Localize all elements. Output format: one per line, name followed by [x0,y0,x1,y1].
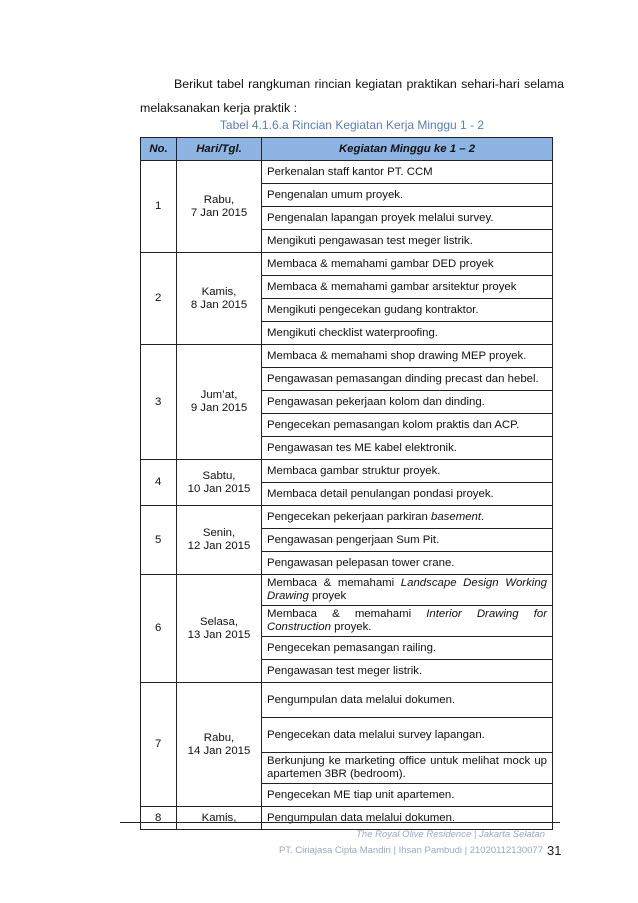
table-body [141,161,553,830]
activity-cell: Pengumpulan data melalui dokumen. [262,683,553,718]
row-day-name: Senin, [202,527,236,539]
intro-line-2: melaksanakan kerja praktik : [140,101,298,115]
table-row [141,161,553,184]
activity-cell: Pengawasan pengerjaan Sum Pit. [262,529,553,552]
row-day [177,807,262,830]
row-day [177,345,262,460]
intro-paragraph [140,72,564,120]
activity-cell: Mengikuti pengawasan test meger listrik. [262,230,553,253]
row-day-name: Selasa, [200,615,238,628]
activity-cell: Pengenalan umum proyek. [262,184,553,207]
activity-cell: Pengecekan pekerjaan parkiran basement. [262,506,553,529]
table-row [141,575,553,606]
row-day-name: Kamis, [201,285,237,298]
footer-author: PT. Ciriajasa Cipta Mandiri | Ihsan Pambudi | 21020112130077 [278,845,543,856]
row-day-date: 7 Jan 2015 [190,206,248,219]
row-day-date: 13 Jan 2015 [187,628,251,641]
activity-cell: Pengecekan pemasangan railing. [262,637,553,660]
activity-cell: Pengumpulan data melalui dokumen. [262,807,553,830]
activity-cell: Mengikuti pengecekan gudang kontraktor. [262,299,553,322]
table-row [141,253,553,276]
activity-cell: Pengawasan pelepasan tower crane. [262,552,553,575]
table-row [141,683,553,718]
row-day [177,460,262,506]
row-day-date: 14 Jan 2015 [187,744,251,757]
footer-project: The Royal Olive Residence | Jakarta Selatan [356,829,545,840]
page-number: 31 [547,843,562,858]
activity-cell: Membaca & memahami gambar DED proyek [262,253,553,276]
activity-cell: Pengecekan ME tiap unit apartemen. [262,784,553,807]
activity-cell: Pengecekan pemasangan kolom praktis dan ACP. [262,414,553,437]
row-day [177,506,262,575]
row-number: 6 [141,575,177,683]
row-day [177,161,262,253]
footer-divider [120,822,560,823]
row-day-name: Rabu, [203,731,235,744]
activity-cell: Pengawasan pemasangan dinding precast dan hebel. [262,368,553,391]
activity-cell: Mengikuti checklist waterproofing. [262,322,553,345]
row-day-date: 10 Jan 2015 [187,482,251,495]
activity-cell: Membaca & memahami Interior Drawing for Construction proyek. [262,606,553,637]
row-day-name: Jum’at, [200,389,238,401]
row-day-date: 8 Jan 2015 [190,298,248,311]
activity-cell: Membaca gambar struktur proyek. [262,460,553,483]
row-day-name: Sabtu, [202,469,236,482]
activity-cell: Membaca detail penulangan pondasi proyek. [262,483,553,506]
table-caption: Tabel 4.1.6.a Rincian Kegiatan Kerja Minggu 1 - 2 [219,118,485,132]
header-no: No. [141,138,177,161]
row-day [177,683,262,807]
table-row [141,345,553,368]
row-day-name: Kamis, [201,811,237,824]
activity-cell: Pengawasan tes ME kabel elektronik. [262,437,553,460]
row-number: 4 [141,460,177,506]
activity-cell: Membaca & memahami shop drawing MEP proyek. [262,345,553,368]
row-day-date: 12 Jan 2015 [187,540,251,552]
row-number: 3 [141,345,177,460]
row-day [177,575,262,683]
table-header-row [141,138,553,161]
activity-table [140,137,553,830]
activity-cell: Membaca & memahami gambar arsitektur proyek [262,276,553,299]
table-row [141,460,553,483]
row-number: 5 [141,506,177,575]
row-day [177,253,262,345]
activity-cell: Perkenalan staff kantor PT. CCM [262,161,553,184]
activity-cell: Pengawasan pekerjaan kolom dan dinding. [262,391,553,414]
activity-cell: Pengawasan test meger listrik. [262,660,553,683]
activity-cell: Pengecekan data melalui survey lapangan. [262,718,553,753]
row-number: 7 [141,683,177,807]
row-number: 2 [141,253,177,345]
header-day: Hari/Tgl. [177,138,262,161]
intro-line-1: Berikut tabel rangkuman rincian kegiatan praktikan sehari-hari selama [174,77,564,91]
row-number: 1 [141,161,177,253]
header-activity: Kegiatan Minggu ke 1 – 2 [262,138,553,161]
row-day-date: 9 Jan 2015 [190,402,248,414]
activity-cell: Berkunjung ke marketing office untuk melihat mock up apartemen 3BR (bedroom). [262,753,553,784]
table-row [141,807,553,830]
row-number: 8 [141,807,177,830]
table-row [141,506,553,529]
activity-cell: Pengenalan lapangan proyek melalui survey. [262,207,553,230]
activity-cell: Membaca & memahami Landscape Design Working Drawing proyek [262,575,553,606]
row-day-name: Rabu, [203,193,235,206]
